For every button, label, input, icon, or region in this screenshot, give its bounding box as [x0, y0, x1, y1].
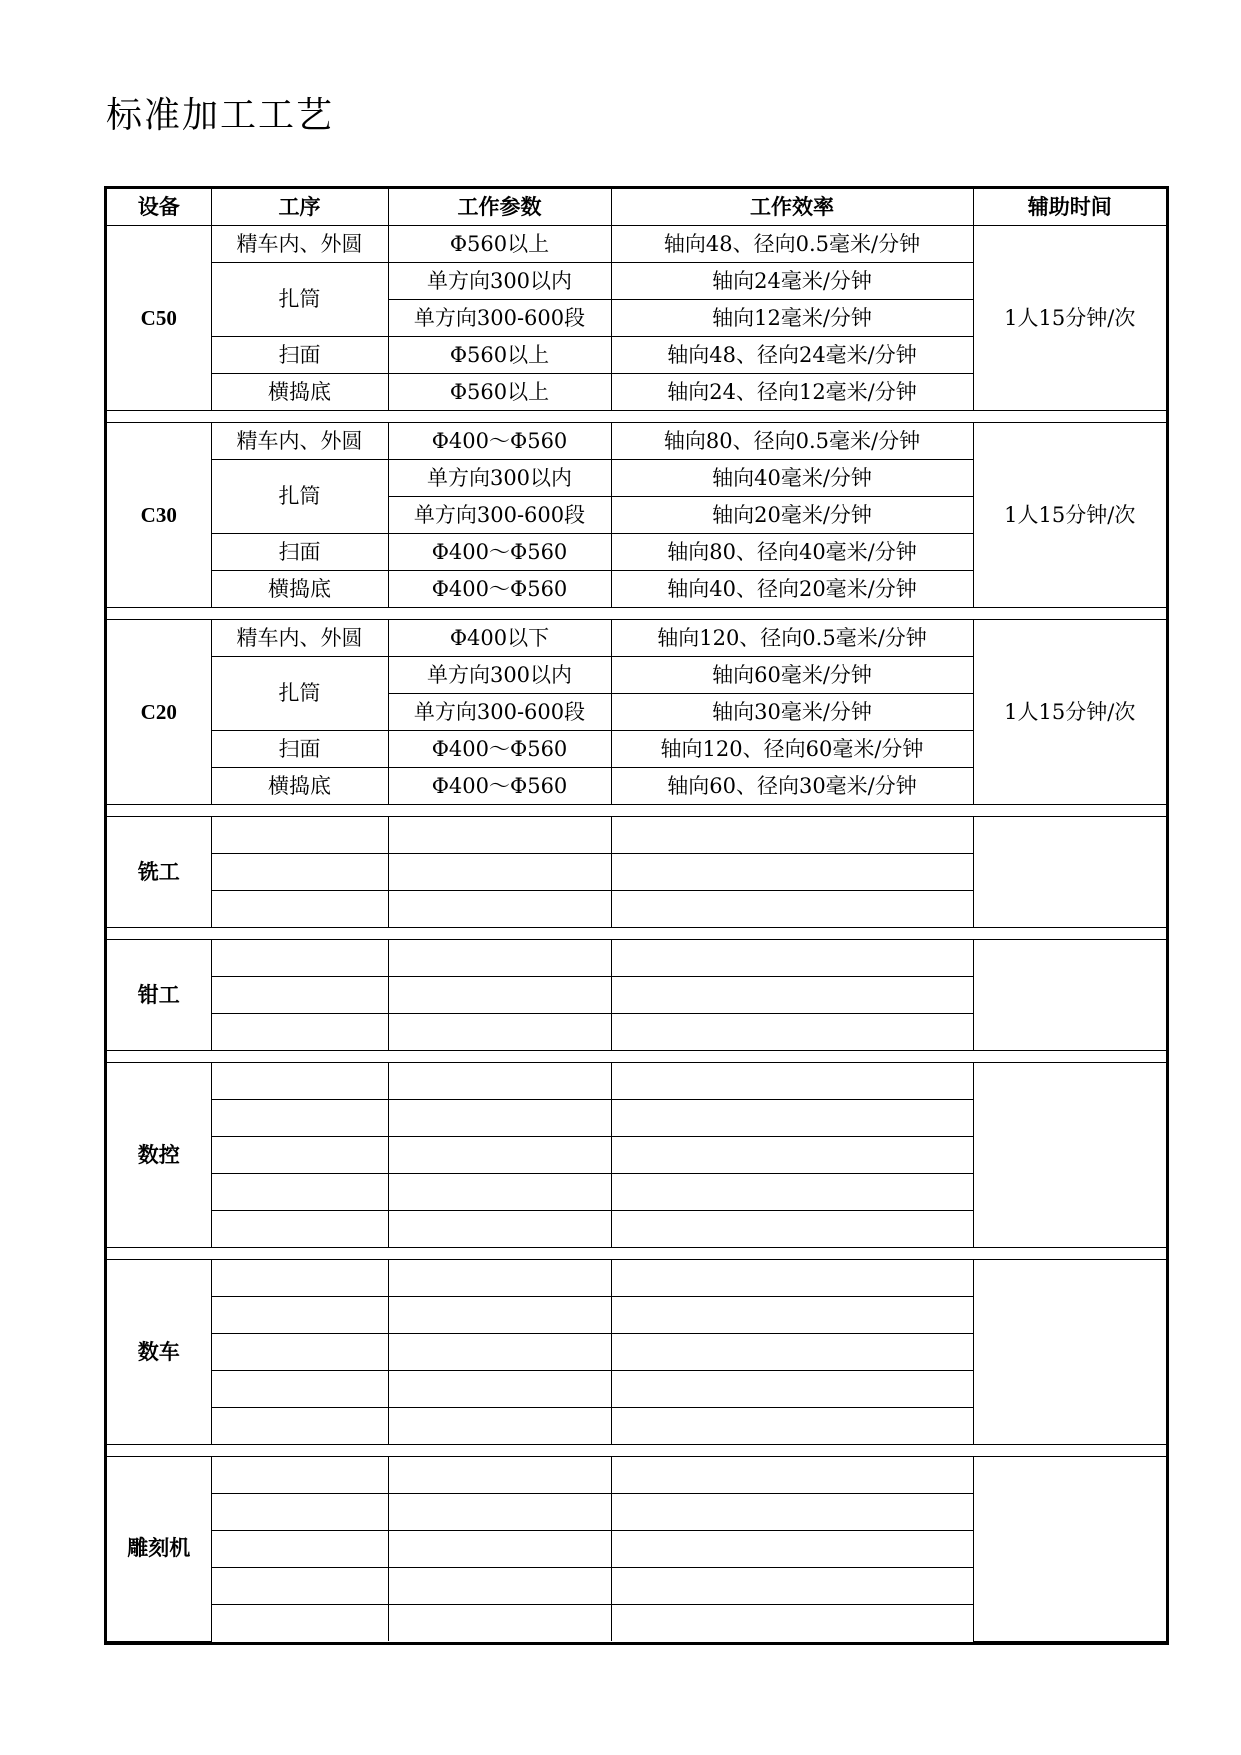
efficiency-cell — [611, 1531, 973, 1568]
process-cell — [211, 817, 388, 854]
efficiency-cell: 轴向48、径向0.5毫米/分钟 — [611, 226, 973, 263]
header-efficiency: 工作效率 — [611, 189, 973, 226]
group-separator — [107, 1248, 1166, 1260]
process-cell — [211, 1174, 388, 1211]
efficiency-cell — [611, 854, 973, 891]
header-parameters: 工作参数 — [388, 189, 611, 226]
process-cell — [211, 1297, 388, 1334]
process-cell — [211, 1531, 388, 1568]
process-cell — [211, 1260, 388, 1297]
parameter-cell: Φ400～Φ560 — [388, 731, 611, 768]
efficiency-cell — [611, 1494, 973, 1531]
process-cell: 扎筒 — [211, 460, 388, 534]
parameter-cell: Φ560以上 — [388, 374, 611, 411]
efficiency-cell — [611, 1260, 973, 1297]
equipment-cell: C20 — [107, 620, 211, 805]
table-row — [107, 423, 1166, 460]
separator-cell — [107, 805, 1166, 817]
parameter-cell — [388, 817, 611, 854]
parameter-cell: Φ560以上 — [388, 337, 611, 374]
separator-cell — [107, 411, 1166, 423]
parameter-cell: 单方向300-600段 — [388, 694, 611, 731]
parameter-cell — [388, 1260, 611, 1297]
parameter-cell — [388, 1408, 611, 1445]
process-cell: 扎筒 — [211, 657, 388, 731]
process-cell: 精车内、外圆 — [211, 620, 388, 657]
parameter-cell: Φ400～Φ560 — [388, 768, 611, 805]
process-cell — [211, 1494, 388, 1531]
efficiency-cell — [611, 1100, 973, 1137]
efficiency-cell: 轴向120、径向0.5毫米/分钟 — [611, 620, 973, 657]
process-table-frame — [104, 186, 1169, 1645]
table-row — [107, 620, 1166, 657]
page-title: 标准加工工艺 — [106, 95, 335, 136]
separator-cell — [107, 1445, 1166, 1457]
parameter-cell — [388, 1457, 611, 1494]
aux-time-cell — [973, 817, 1166, 928]
parameter-cell — [388, 1531, 611, 1568]
aux-time-cell: 1人15分钟/次 — [973, 620, 1166, 805]
efficiency-cell: 轴向24、径向12毫米/分钟 — [611, 374, 973, 411]
separator-cell — [107, 1051, 1166, 1063]
separator-cell — [107, 1248, 1166, 1260]
efficiency-cell — [611, 1457, 973, 1494]
parameter-cell — [388, 1568, 611, 1605]
parameter-cell: 单方向300以内 — [388, 657, 611, 694]
efficiency-cell: 轴向60、径向30毫米/分钟 — [611, 768, 973, 805]
header-process: 工序 — [211, 189, 388, 226]
process-cell: 横捣底 — [211, 768, 388, 805]
group-separator — [107, 928, 1166, 940]
parameter-cell: Φ400～Φ560 — [388, 571, 611, 608]
table-row — [107, 1063, 1166, 1100]
separator-cell — [107, 928, 1166, 940]
efficiency-cell: 轴向20毫米/分钟 — [611, 497, 973, 534]
efficiency-cell — [611, 1334, 973, 1371]
efficiency-cell — [611, 1063, 973, 1100]
efficiency-cell — [611, 1568, 973, 1605]
parameter-cell: 单方向300以内 — [388, 460, 611, 497]
parameter-cell — [388, 1494, 611, 1531]
parameter-cell: Φ560以上 — [388, 226, 611, 263]
header-row — [107, 189, 1166, 226]
efficiency-cell — [611, 940, 973, 977]
process-cell: 扎筒 — [211, 263, 388, 337]
process-cell: 扫面 — [211, 534, 388, 571]
parameter-cell: 单方向300-600段 — [388, 300, 611, 337]
parameter-cell: 单方向300以内 — [388, 263, 611, 300]
table-row — [107, 226, 1166, 263]
parameter-cell — [388, 1334, 611, 1371]
process-cell — [211, 1605, 388, 1642]
parameter-cell — [388, 1137, 611, 1174]
efficiency-cell: 轴向120、径向60毫米/分钟 — [611, 731, 973, 768]
header-equipment: 设备 — [107, 189, 211, 226]
process-cell: 横捣底 — [211, 571, 388, 608]
efficiency-cell — [611, 977, 973, 1014]
parameter-cell — [388, 1371, 611, 1408]
parameter-cell — [388, 1063, 611, 1100]
efficiency-cell — [611, 1371, 973, 1408]
aux-time-cell — [973, 1063, 1166, 1248]
process-cell: 横捣底 — [211, 374, 388, 411]
parameter-cell — [388, 1100, 611, 1137]
table-row — [107, 1457, 1166, 1494]
efficiency-cell: 轴向12毫米/分钟 — [611, 300, 973, 337]
parameter-cell — [388, 977, 611, 1014]
process-cell — [211, 1063, 388, 1100]
parameter-cell: Φ400～Φ560 — [388, 423, 611, 460]
equipment-cell: 数控 — [107, 1063, 211, 1248]
efficiency-cell: 轴向80、径向0.5毫米/分钟 — [611, 423, 973, 460]
equipment-cell: 铣工 — [107, 817, 211, 928]
aux-time-cell — [973, 1457, 1166, 1642]
table-row — [107, 940, 1166, 977]
parameter-cell — [388, 1014, 611, 1051]
efficiency-cell: 轴向48、径向24毫米/分钟 — [611, 337, 973, 374]
process-cell: 扫面 — [211, 731, 388, 768]
process-cell — [211, 1568, 388, 1605]
efficiency-cell: 轴向30毫米/分钟 — [611, 694, 973, 731]
parameter-cell — [388, 1297, 611, 1334]
equipment-cell: 数车 — [107, 1260, 211, 1445]
parameter-cell — [388, 1174, 611, 1211]
separator-cell — [107, 608, 1166, 620]
group-separator — [107, 805, 1166, 817]
process-cell — [211, 1334, 388, 1371]
parameter-cell — [388, 1605, 611, 1642]
efficiency-cell: 轴向24毫米/分钟 — [611, 263, 973, 300]
table-body — [107, 189, 1166, 1641]
efficiency-cell: 轴向60毫米/分钟 — [611, 657, 973, 694]
efficiency-cell — [611, 1297, 973, 1334]
parameter-cell — [388, 940, 611, 977]
efficiency-cell: 轴向40毫米/分钟 — [611, 460, 973, 497]
process-cell: 精车内、外圆 — [211, 423, 388, 460]
process-cell — [211, 1408, 388, 1445]
group-separator — [107, 608, 1166, 620]
table-row — [107, 1260, 1166, 1297]
group-separator — [107, 1445, 1166, 1457]
process-cell — [211, 977, 388, 1014]
process-cell — [211, 854, 388, 891]
process-cell — [211, 1457, 388, 1494]
aux-time-cell — [973, 1260, 1166, 1445]
process-cell — [211, 1014, 388, 1051]
aux-time-cell — [973, 940, 1166, 1051]
parameter-cell — [388, 891, 611, 928]
process-cell: 扫面 — [211, 337, 388, 374]
efficiency-cell: 轴向40、径向20毫米/分钟 — [611, 571, 973, 608]
group-separator — [107, 1051, 1166, 1063]
process-cell — [211, 1211, 388, 1248]
parameter-cell: Φ400以下 — [388, 620, 611, 657]
efficiency-cell: 轴向80、径向40毫米/分钟 — [611, 534, 973, 571]
process-cell — [211, 940, 388, 977]
equipment-cell: 雕刻机 — [107, 1457, 211, 1642]
header-aux-time: 辅助时间 — [973, 189, 1166, 226]
equipment-cell: C50 — [107, 226, 211, 411]
process-cell: 精车内、外圆 — [211, 226, 388, 263]
process-cell — [211, 891, 388, 928]
aux-time-cell: 1人15分钟/次 — [973, 226, 1166, 411]
efficiency-cell — [611, 817, 973, 854]
table-row — [107, 817, 1166, 854]
parameter-cell — [388, 854, 611, 891]
efficiency-cell — [611, 1408, 973, 1445]
process-cell — [211, 1100, 388, 1137]
parameter-cell: Φ400～Φ560 — [388, 534, 611, 571]
group-separator — [107, 411, 1166, 423]
efficiency-cell — [611, 1605, 973, 1642]
parameter-cell — [388, 1211, 611, 1248]
process-cell — [211, 1371, 388, 1408]
efficiency-cell — [611, 1014, 973, 1051]
equipment-cell: C30 — [107, 423, 211, 608]
aux-time-cell: 1人15分钟/次 — [973, 423, 1166, 608]
efficiency-cell — [611, 1137, 973, 1174]
equipment-cell: 钳工 — [107, 940, 211, 1051]
parameter-cell: 单方向300-600段 — [388, 497, 611, 534]
efficiency-cell — [611, 1211, 973, 1248]
efficiency-cell — [611, 1174, 973, 1211]
process-table — [107, 189, 1166, 1642]
process-cell — [211, 1137, 388, 1174]
efficiency-cell — [611, 891, 973, 928]
